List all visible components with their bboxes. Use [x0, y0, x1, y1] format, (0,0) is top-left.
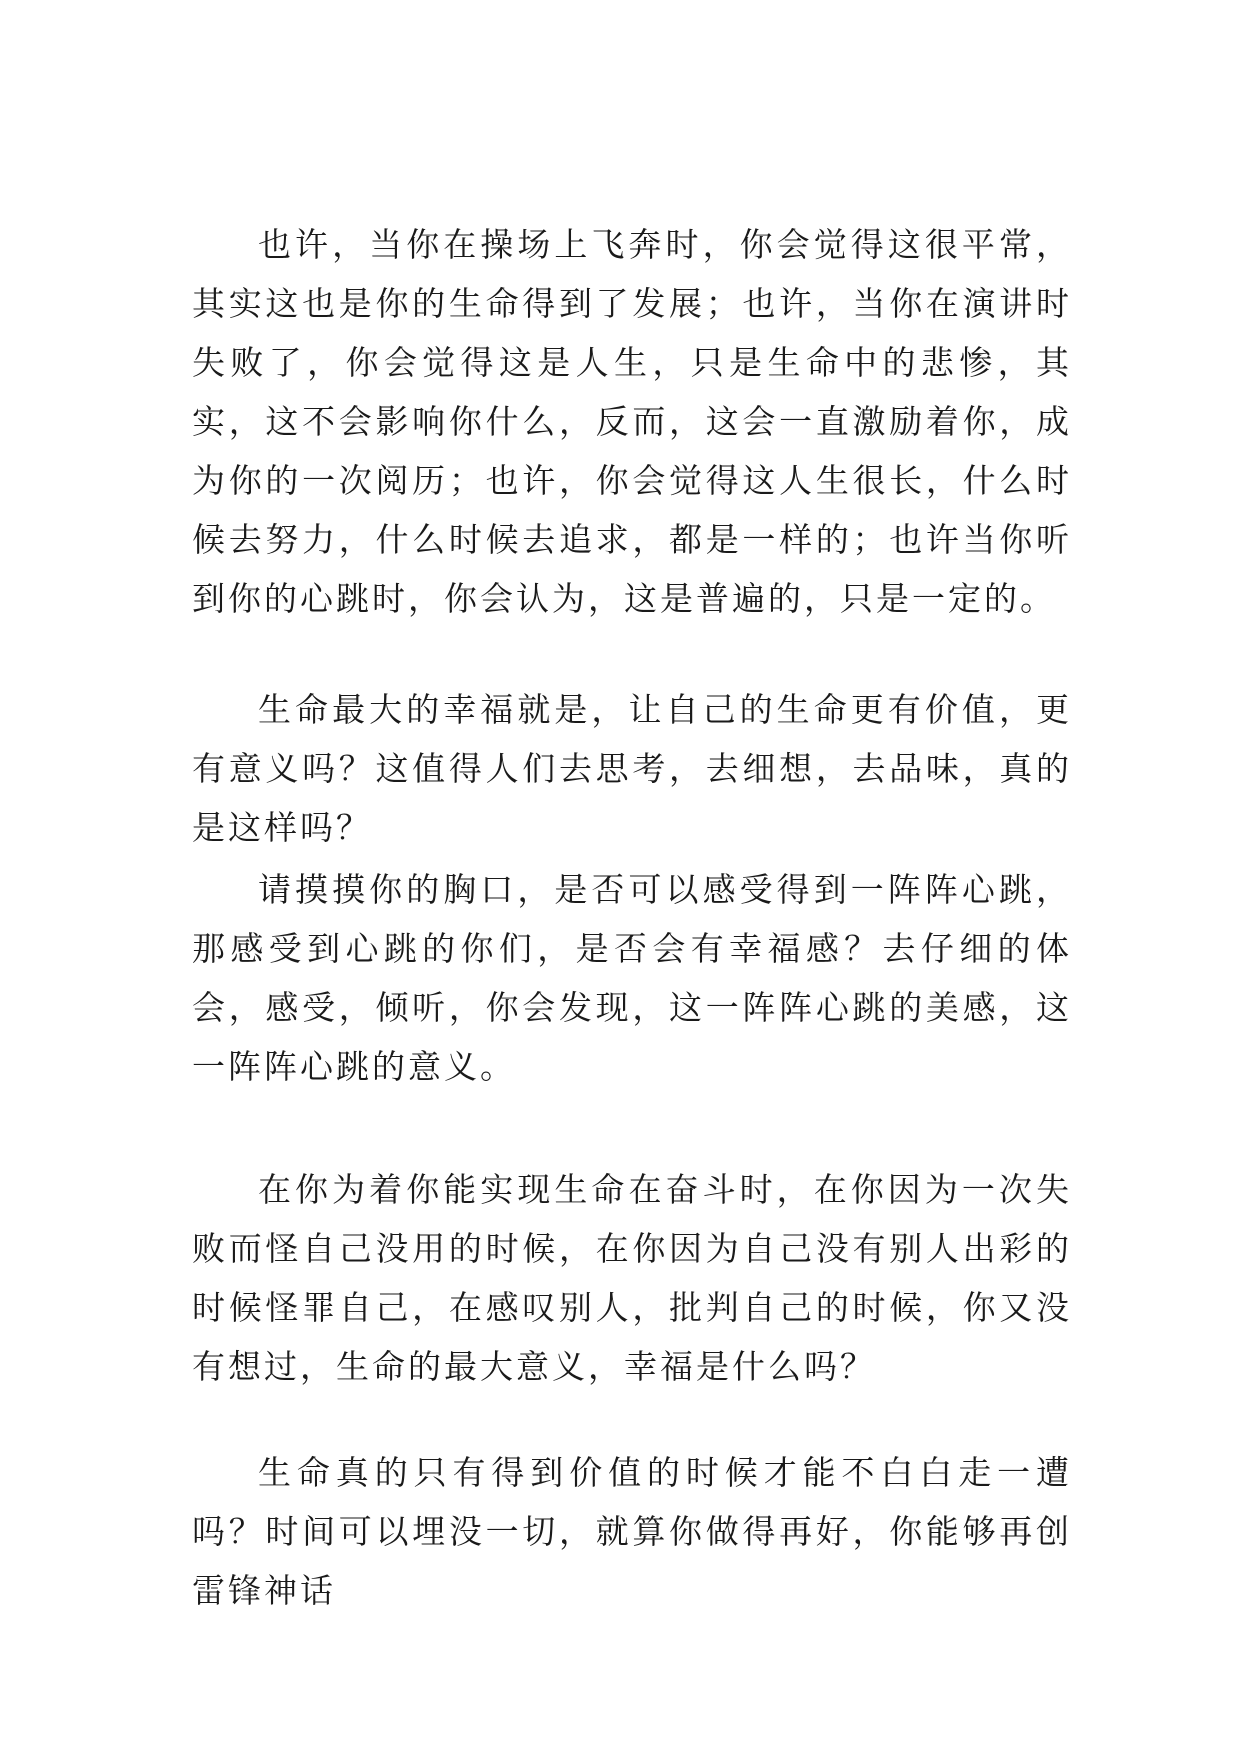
- paragraph-5: 生命真的只有得到价值的时候才能不白白走一遭吗？时间可以埋没一切，就算你做得再好，你能够再创雷锋神话: [192, 1453, 1072, 1610]
- paragraph-1: 也许，当你在操场上飞奔时，你会觉得这很平常，其实这也是你的生命得到了发展；也许，当你在演讲时失败了，你会觉得这是人生，只是生命中的悲惨，其实，这不会影响你什么，反而，这会一直激励着你，成为你的一次阅历；也许，你会觉得这人生很长，什么时候去努力，什么时候去追求，都是一样的；也许当你听到你的心跳时，你会认为，这是普遍的，只是一定的。: [192, 225, 1072, 618]
- paragraph-3: 请摸摸你的胸口，是否可以感受得到一阵阵心跳，那感受到心跳的你们，是否会有幸福感？去仔细的体会，感受，倾听，你会发现，这一阵阵心跳的美感，这一阵阵心跳的意义。: [192, 870, 1072, 1086]
- paragraph-2: 生命最大的幸福就是，让自己的生命更有价值，更有意义吗？这值得人们去思考，去细想，去品味，真的是这样吗？: [192, 690, 1072, 847]
- paragraph-4: 在你为着你能实现生命在奋斗时，在你因为一次失败而怪自己没用的时候，在你因为自己没有别人出彩的时候怪罪自己，在感叹别人，批判自己的时候，你又没有想过，生命的最大意义，幸福是什么吗？: [192, 1170, 1072, 1386]
